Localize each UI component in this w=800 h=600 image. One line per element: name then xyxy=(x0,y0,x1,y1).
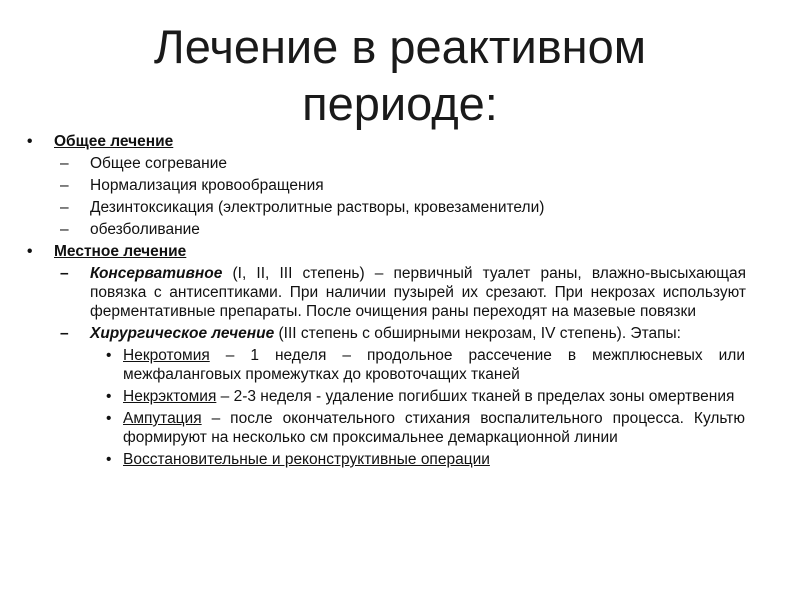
local-treatment-heading: Местное лечение xyxy=(54,243,187,260)
bullet-icon: • xyxy=(106,388,112,405)
dash-icon: – xyxy=(60,325,69,342)
slide-title-line-2: периоде: xyxy=(302,77,498,130)
dash-icon: – xyxy=(60,265,69,282)
bullet-icon: • xyxy=(106,410,112,427)
stage-description: – 2-3 неделя - удаление погибших тканей в пределах зоны омертвения xyxy=(216,388,735,405)
conservative-treatment-item xyxy=(24,264,746,321)
stage-description: – после окончательного стихания воспалительного процесса. Культю формируют на несколько см проксимальнее демаркационной линии xyxy=(123,410,745,446)
surgical-stage xyxy=(24,450,745,469)
dash-icon: – xyxy=(60,155,69,172)
bullet-icon: • xyxy=(106,451,112,468)
general-item-text: Общее согревание xyxy=(90,155,228,172)
general-item-text: обезболивание xyxy=(90,221,200,238)
surgical-stage xyxy=(24,346,745,384)
bullet-icon: • xyxy=(106,347,112,364)
surgical-description: (III степень с обширными некрозам, IV степень). Этапы: xyxy=(274,325,681,342)
bullet-icon: • xyxy=(27,243,33,260)
surgical-stage xyxy=(24,387,745,406)
general-treatment-heading: Общее лечение xyxy=(54,133,174,150)
general-item-text: Нормализация кровообращения xyxy=(90,177,324,194)
slide-content xyxy=(24,132,764,472)
surgical-stage xyxy=(24,409,745,447)
stage-name-reconstructive: Восстановительные и реконструктивные операции xyxy=(123,451,490,468)
surgical-treatment-item xyxy=(24,324,746,343)
stage-name-amputation: Ампутация xyxy=(123,410,202,427)
surgical-term: Хирургическое лечение xyxy=(90,325,275,342)
stage-name-necrectomy: Некрэктомия xyxy=(123,388,217,405)
general-item-text: Дезинтоксикация (электролитные растворы, кровезаменители) xyxy=(90,199,545,216)
dash-icon: – xyxy=(60,177,69,194)
dash-icon: – xyxy=(60,221,69,238)
stage-name-necrotomy: Некротомия xyxy=(123,347,210,364)
general-item xyxy=(24,176,764,195)
general-item xyxy=(24,154,764,173)
dash-icon: – xyxy=(60,199,69,216)
conservative-description: (I, II, III степень) – первичный туалет раны, влажно-высыхающая повязка с антисептиками. При наличии пузырей их срезают. При некрозах используют ферментативные препараты. После очищения раны переходят на мазевые повязки xyxy=(90,265,746,320)
general-item xyxy=(24,198,764,217)
local-treatment-section xyxy=(24,242,764,261)
general-item xyxy=(24,220,764,239)
bullet-icon: • xyxy=(27,133,33,150)
stage-description: – 1 неделя – продольное рассечение в межплюсневых или межфаланговых промежутках до кровоточащих тканей xyxy=(123,347,745,383)
general-treatment-section xyxy=(24,132,764,151)
conservative-term: Консервативное xyxy=(90,265,223,282)
slide-title xyxy=(0,18,800,132)
slide-title-line-1: Лечение в реактивном xyxy=(153,20,647,73)
